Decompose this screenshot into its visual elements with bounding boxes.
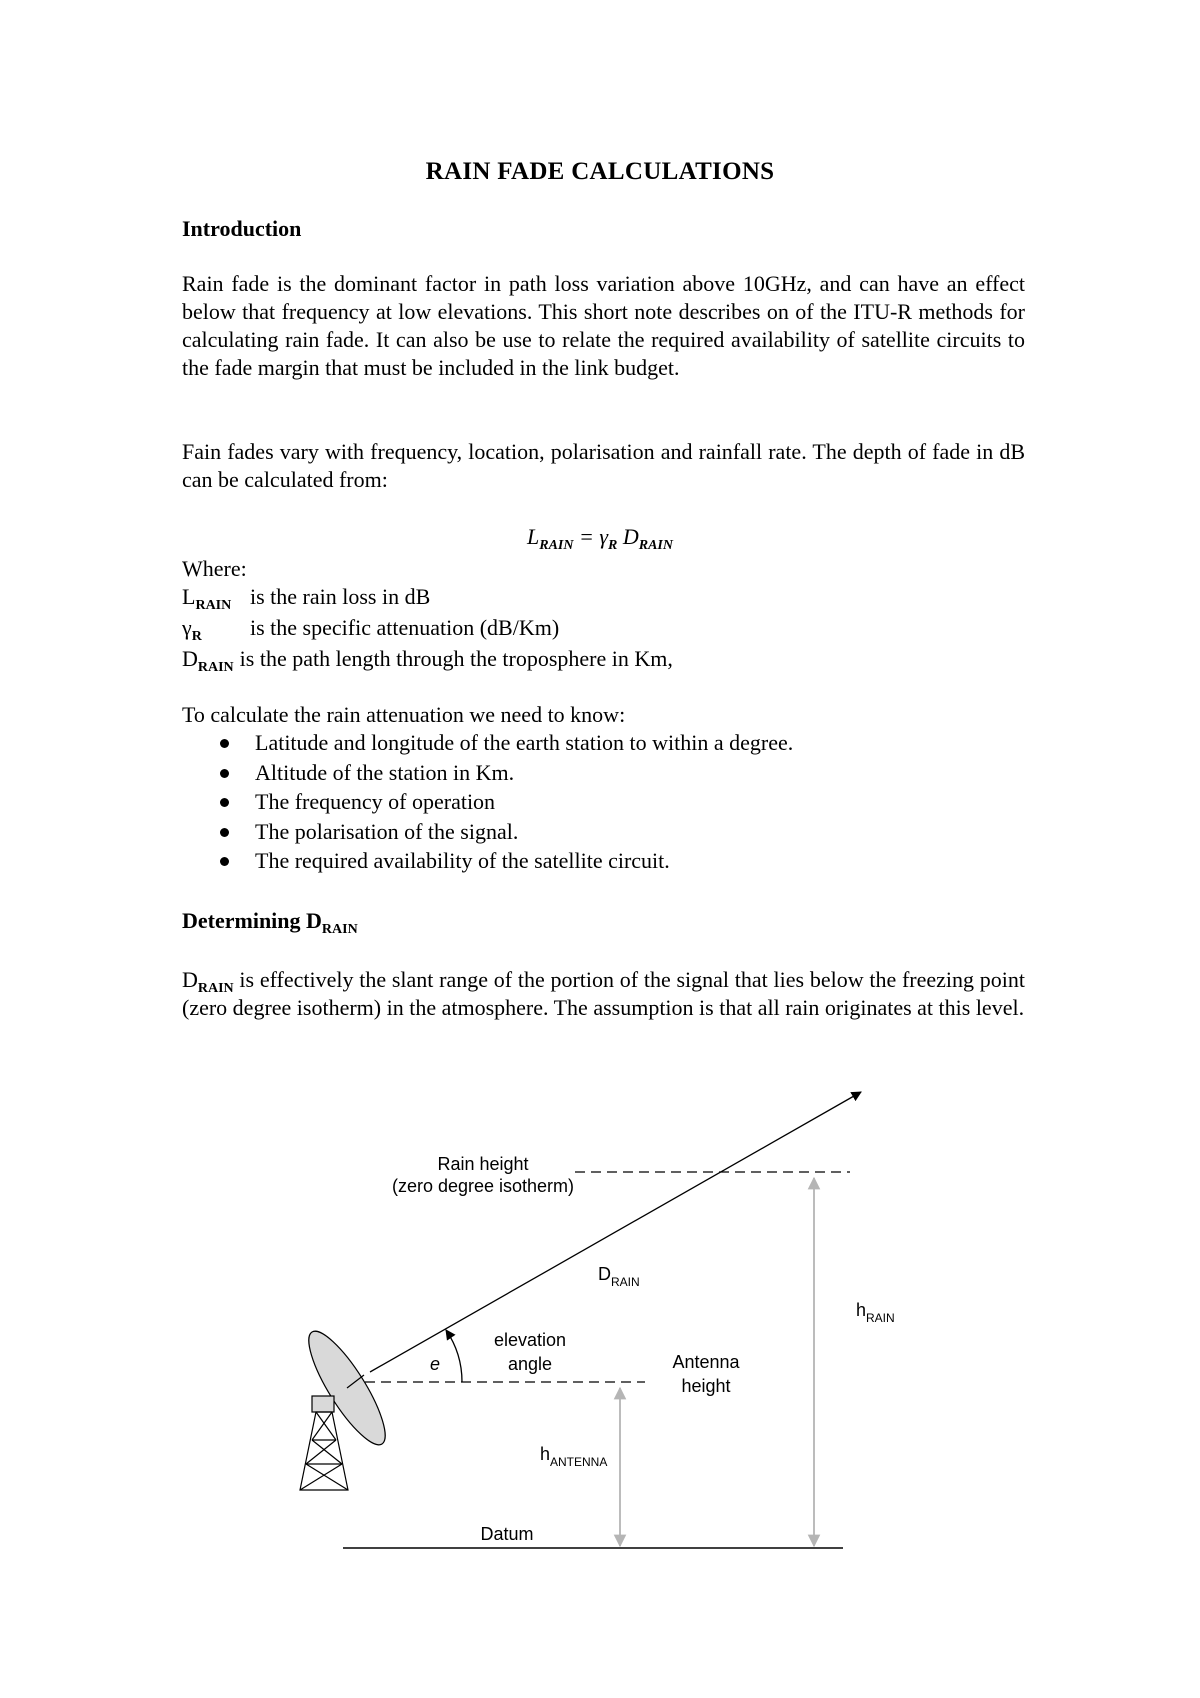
symbol-sub: RAIN bbox=[195, 598, 232, 613]
angle-e-label: e bbox=[430, 1354, 441, 1374]
antenna-height-label: Antenna bbox=[672, 1352, 740, 1372]
list-item-text: Altitude of the station in Km. bbox=[255, 759, 515, 785]
list-item-text: The required availability of the satellite circuit. bbox=[255, 848, 670, 873]
needs-intro: To calculate the rain attenuation we need to know: bbox=[182, 702, 626, 727]
where-label: Where: bbox=[182, 556, 247, 581]
drain-symbol: D bbox=[182, 967, 198, 992]
introduction-heading: Introduction bbox=[182, 216, 302, 241]
symbol: D bbox=[182, 646, 198, 671]
formula-gamma-sub: R bbox=[608, 538, 618, 553]
heading-text: Determining D bbox=[182, 908, 322, 933]
list-item-text: The frequency of operation bbox=[255, 789, 496, 814]
elevation-angle-arc bbox=[446, 1330, 462, 1382]
formula-d-sub: RAIN bbox=[638, 538, 673, 553]
antenna-height-sublabel: height bbox=[681, 1376, 731, 1396]
symbol-sub: R bbox=[191, 629, 202, 644]
rain-height-sublabel: (zero degree isotherm) bbox=[391, 1176, 575, 1196]
symbol: γ bbox=[182, 615, 192, 640]
slant-path-arrow bbox=[370, 1092, 861, 1372]
formula-d: D bbox=[622, 524, 639, 549]
intro-paragraph-2: Fain fades vary with frequency, location, polarisation and rainfall rate. The depth of fade in dB can be calculated from: bbox=[182, 439, 1025, 492]
formula-lhs-sub: RAIN bbox=[539, 538, 574, 553]
formula-equals: = bbox=[573, 524, 600, 549]
formula-gamma: γ bbox=[599, 524, 609, 549]
symbol-description: is the rain loss in dB bbox=[250, 584, 431, 609]
h-antenna-label: $h_{ANTENNA}$ bbox=[540, 1444, 608, 1469]
rain-height-label: Rain height bbox=[437, 1154, 529, 1174]
symbol-sub: RAIN bbox=[197, 660, 234, 675]
satellite-dish-icon bbox=[297, 1322, 397, 1490]
drain-symbol-sub: RAIN bbox=[197, 981, 234, 996]
h-rain-label: $h_{RAIN}$ bbox=[856, 1300, 895, 1325]
symbol: L bbox=[182, 584, 196, 609]
drain-paragraph-text: is effectively the slant range of the portion of the signal that lies below the freezing point (zero degree isotherm) in the atmosphere. The assumption is that all rain originates at this level. bbox=[182, 967, 1025, 1020]
elevation-label: elevation bbox=[493, 1330, 567, 1350]
heading-sub: RAIN bbox=[321, 922, 358, 937]
symbol-description: is the specific attenuation (dB/Km) bbox=[250, 615, 560, 640]
elevation-sublabel: angle bbox=[507, 1354, 553, 1374]
datum-label: Datum bbox=[480, 1524, 534, 1544]
intro-paragraph-1: Rain fade is the dominant factor in path loss variation above 10GHz, and can have an effect below that frequency at low elevations. This short note describes on of the ITU-R methods for calculating rain fade. It can also be use to relate the required availability of satellite circuits to the fade margin that must be included in the link budget. bbox=[182, 271, 1025, 380]
symbol-description: is the path length through the troposphere in Km, bbox=[239, 646, 673, 671]
d-rain-label: $D_{RAIN}$ bbox=[598, 1264, 640, 1289]
list-item-text: The polarisation of the signal. bbox=[255, 818, 519, 844]
list-item-text: Latitude and longitude of the earth station to within a degree. bbox=[255, 730, 794, 755]
document-title: RAIN FADE CALCULATIONS bbox=[425, 158, 775, 185]
formula-lhs: L bbox=[527, 524, 540, 549]
